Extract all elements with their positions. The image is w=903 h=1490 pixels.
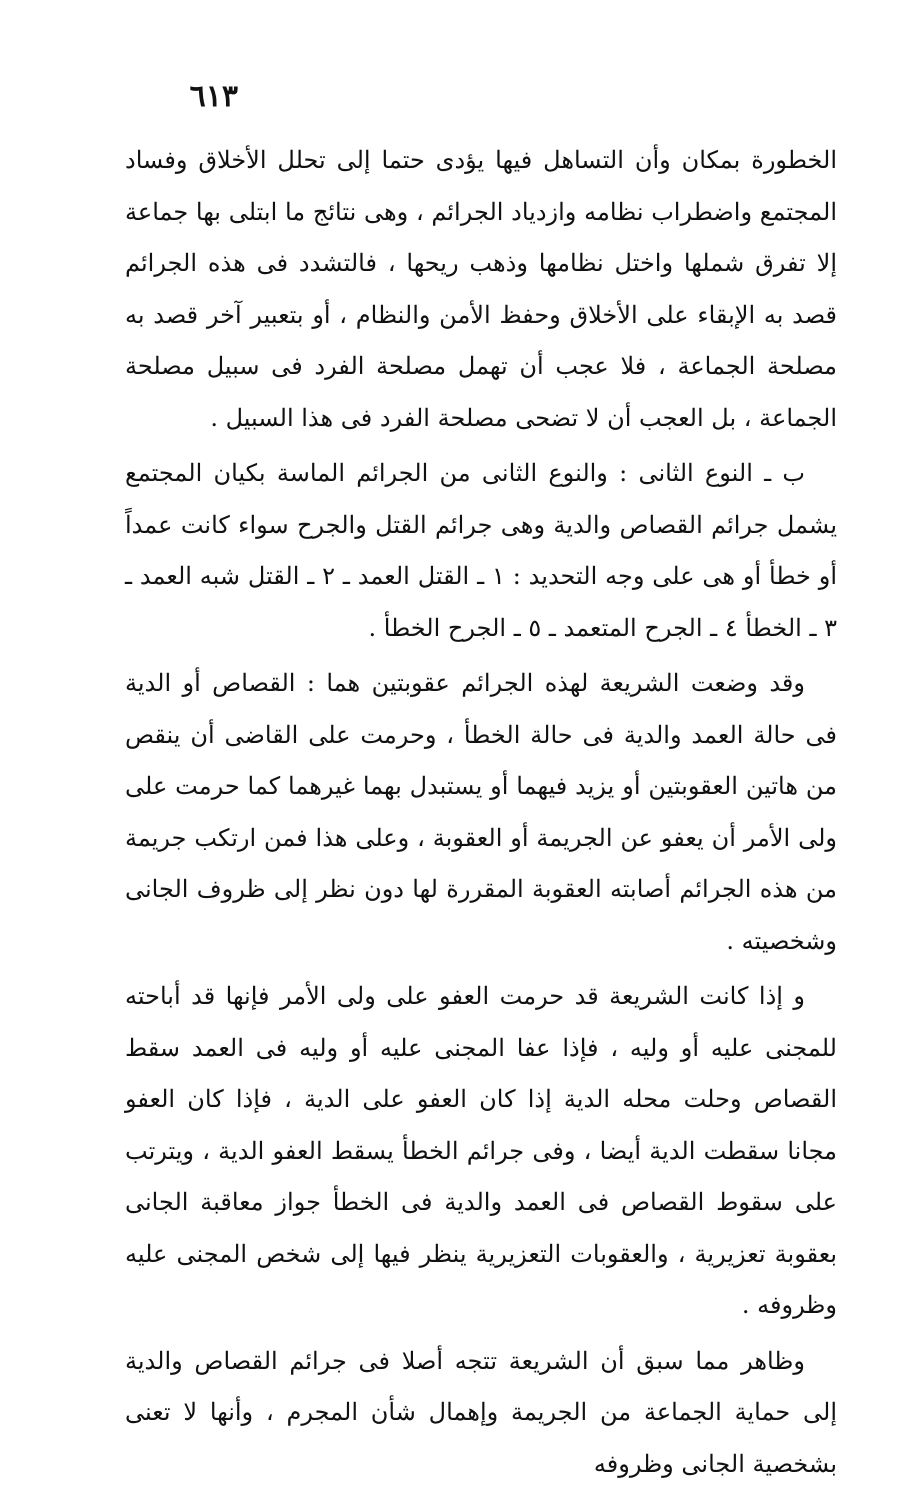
paragraph-continuation: الخطورة بمكان وأن التساهل فيها يؤدى حتما إلى تحلل الأخلاق وفساد المجتمع واضطراب نظامه وازدياد الجرائم ، وهى نتائج ما ابتلى بها جماعة إلا تفرق شملها واختل نظامها وذهب ريحها ، فالتشدد فى هذه الجرائم قصد به الإبقاء على الأخلاق وحفظ الأمن والنظام ، أو بتعبير آخر قصد به مصلحة الجماعة ، فلا عجب أن تهمل مصلحة الفرد فى سبيل مصلحة الجماعة ، بل العجب أن لا تضحى مصلحة الفرد فى هذا السبيل .	[125, 135, 837, 444]
paragraph-punishments: وقد وضعت الشريعة لهذه الجرائم عقوبتين هما : القصاص أو الدية فى حالة العمد والدية فى حالة الخطأ ، وحرمت على القاضى أن ينقص من هاتين العقوبتين أو يزيد فيهما أو يستبدل بهما غيرهما كما حرمت على ولى الأمر أن يعفو عن الجريمة أو العقوبة ، وعلى هذا فمن ارتكب جريمة من هذه الجرائم أصابته العقوبة المقررة لها دون نظر إلى ظروف الجانى وشخصيته .	[125, 658, 837, 967]
page-body	[125, 135, 837, 1490]
page-number: ٦١٣	[190, 82, 238, 112]
paragraph-second-type: ب ـ النوع الثانى : والنوع الثانى من الجرائم الماسة بكيان المجتمع يشمل جرائم القصاص والدية وهى جرائم القتل والجرح سواء كانت عمداً أو خطأ أو هى على وجه التحديد : ١ ـ القتل العمد ـ ٢ ـ القتل شبه العمد ـ ٣ ـ الخطأ ٤ ـ الجرح المتعمد ـ ٥ ـ الجرح الخطأ .	[125, 448, 837, 654]
paragraph-conclusion: وظاهر مما سبق أن الشريعة تتجه أصلا فى جرائم القصاص والدية إلى حماية الجماعة من الجريمة وإهمال شأن المجرم ، وأنها لا تعنى بشخصية الجانى وظروفه	[125, 1336, 837, 1490]
paragraph-pardon: و إذا كانت الشريعة قد حرمت العفو على ولى الأمر فإنها قد أباحته للمجنى عليه أو وليه ، فإذا عفا المجنى عليه أو وليه فى العمد سقط القصاص وحلت محله الدية إذا كان العفو على الدية ، فإذا كان العفو مجانا سقطت الدية أيضا ، وفى جرائم الخطأ يسقط العفو الدية ، ويترتب على سقوط القصاص فى العمد والدية فى الخطأ جواز معاقبة الجانى بعقوبة تعزيرية ، والعقوبات التعزيرية ينظر فيها إلى شخص المجنى عليه وظروفه .	[125, 971, 837, 1332]
